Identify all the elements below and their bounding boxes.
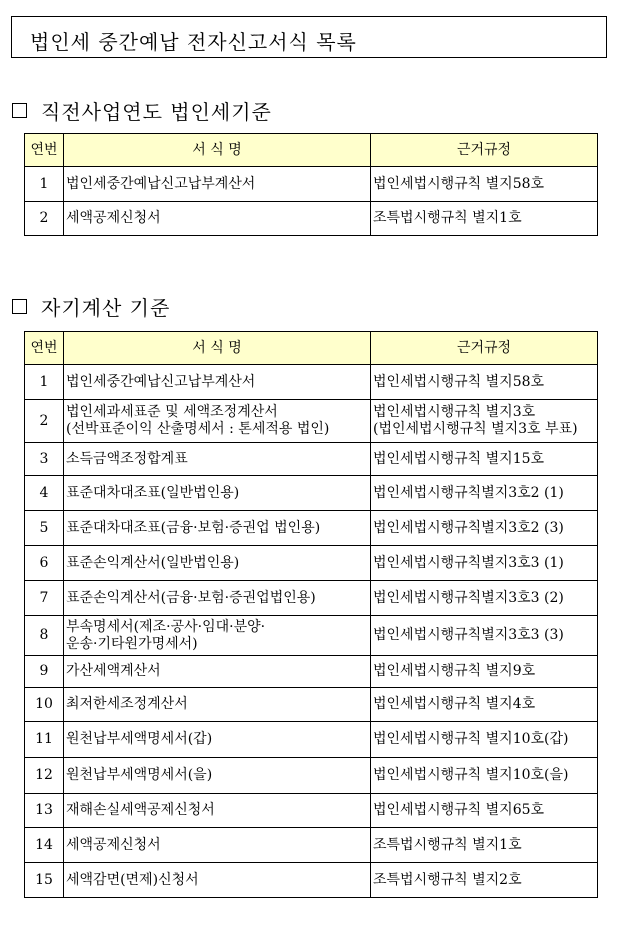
row-form xyxy=(64,828,371,863)
header-rule: 근거규정 xyxy=(371,332,598,365)
row-rule-line1: 법인세법시행규칙 별지10호(갑) xyxy=(373,731,569,747)
row-rule xyxy=(371,863,598,898)
row-no: 9 xyxy=(25,656,64,688)
row-no: 8 xyxy=(25,616,64,656)
row-rule xyxy=(371,794,598,828)
row-rule xyxy=(371,476,598,511)
section1-heading xyxy=(12,96,272,125)
row-form-line1: 원천납부세액명세서(갑) xyxy=(66,731,213,747)
page-title: 법인세 중간예납 전자신고서식 목록 xyxy=(30,30,357,54)
row-no: 7 xyxy=(25,581,64,616)
row-rule-line1: 법인세법시행규칙별지3호3 (3) xyxy=(373,627,564,643)
row-rule xyxy=(371,546,598,581)
row-no: 5 xyxy=(25,511,64,546)
row-form-line1: 표준손익계산서(일반법인용) xyxy=(66,554,240,571)
row-form-line1: 표준손익계산서(금융·보험·증권업법인용) xyxy=(66,589,316,606)
header-rule: 근거규정 xyxy=(371,134,598,167)
table-row xyxy=(25,581,598,616)
table-row xyxy=(25,722,598,758)
row-no: 15 xyxy=(25,863,64,898)
row-rule xyxy=(371,688,598,722)
row-form-line1: 최저한세조정계산서 xyxy=(66,696,188,712)
row-rule xyxy=(371,616,598,656)
row-rule-line1: 법인세법시행규칙 별지3호 xyxy=(373,404,536,420)
row-form-line1: 소득금액조정합계표 xyxy=(66,450,188,467)
row-form-line1: 부속명세서(제조·공사·임대·분양· xyxy=(66,618,266,635)
row-rule-line1: 조특법시행규칙 별지2호 xyxy=(373,871,522,888)
row-form xyxy=(64,546,371,581)
table-row xyxy=(25,365,598,400)
row-no: 1 xyxy=(25,365,64,400)
section2-heading xyxy=(12,292,170,321)
row-form xyxy=(64,863,371,898)
row-form xyxy=(64,656,371,688)
row-rule xyxy=(371,365,598,400)
row-form-line1: 법인세과세표준 및 세액조정계산서 xyxy=(66,404,278,420)
row-no: 2 xyxy=(25,202,64,236)
row-form-line1: 원천납부세액명세서(을) xyxy=(66,767,213,783)
row-rule xyxy=(371,400,598,443)
row-form xyxy=(64,511,371,546)
row-no: 1 xyxy=(25,167,64,202)
row-rule-line1: 법인세법시행규칙별지3호3 (1) xyxy=(373,554,564,571)
row-form: 법인세중간예납신고납부계산서 xyxy=(64,167,371,202)
row-rule-line1: 법인세법시행규칙 별지10호(을) xyxy=(373,767,569,783)
row-form xyxy=(64,794,371,828)
row-form xyxy=(64,443,371,476)
row-rule xyxy=(371,443,598,476)
row-rule xyxy=(371,722,598,758)
row-rule-line1: 법인세법시행규칙 별지58호 xyxy=(373,373,545,390)
table-row xyxy=(25,688,598,722)
checkbox-icon xyxy=(12,299,27,314)
row-rule-line1: 법인세법시행규칙별지3호2 (1) xyxy=(373,484,564,501)
row-rule-line1: 법인세법시행규칙 별지9호 xyxy=(373,663,536,679)
table-row xyxy=(25,202,598,236)
row-no: 4 xyxy=(25,476,64,511)
row-form xyxy=(64,400,371,443)
row-rule-line1: 법인세법시행규칙 별지15호 xyxy=(373,450,545,467)
table-row xyxy=(25,616,598,656)
section2-table xyxy=(24,331,598,898)
row-rule-line1: 조특법시행규칙 별지1호 xyxy=(373,836,522,853)
row-rule-line1: 법인세법시행규칙 별지65호 xyxy=(373,802,545,818)
header-form: 서 식 명 xyxy=(64,134,371,167)
row-form xyxy=(64,722,371,758)
table-row xyxy=(25,546,598,581)
row-rule xyxy=(371,758,598,794)
row-form xyxy=(64,688,371,722)
checkbox-icon xyxy=(12,103,27,118)
row-rule-line2: (법인세법시행규칙 별지3호 부표) xyxy=(373,421,578,437)
row-form xyxy=(64,581,371,616)
row-rule xyxy=(371,828,598,863)
title-box xyxy=(11,16,607,58)
row-rule xyxy=(371,656,598,688)
row-form xyxy=(64,476,371,511)
row-form-line1: 세액감면(면제)신청서 xyxy=(66,871,199,888)
row-no: 12 xyxy=(25,758,64,794)
header-no: 연번 xyxy=(25,134,64,167)
row-form-line1: 표준대차대조표(금융·보험·증권업 법인용) xyxy=(66,519,321,536)
row-form-line1: 법인세중간예납신고납부계산서 xyxy=(66,373,256,390)
table-row xyxy=(25,167,598,202)
row-no: 2 xyxy=(25,400,64,443)
row-rule xyxy=(371,511,598,546)
row-form: 세액공제신청서 xyxy=(64,202,371,236)
header-no: 연번 xyxy=(25,332,64,365)
section1-table xyxy=(24,133,598,236)
row-form-line1: 재해손실세액공제신청서 xyxy=(66,802,215,818)
table-row xyxy=(25,656,598,688)
row-rule-line1: 법인세법시행규칙 별지4호 xyxy=(373,696,536,712)
row-form-line2: 운송·기타원가명세서) xyxy=(66,635,198,652)
table-header-row xyxy=(25,134,598,167)
section2-heading-text: 자기계산 기준 xyxy=(41,296,171,320)
row-form xyxy=(64,365,371,400)
row-no: 3 xyxy=(25,443,64,476)
table-row xyxy=(25,511,598,546)
row-form-line1: 표준대차대조표(일반법인용) xyxy=(66,484,240,501)
row-no: 6 xyxy=(25,546,64,581)
row-form-line1: 가산세액계산서 xyxy=(66,663,161,679)
table-row xyxy=(25,794,598,828)
row-rule xyxy=(371,581,598,616)
table-row xyxy=(25,476,598,511)
row-form xyxy=(64,616,371,656)
table-row xyxy=(25,758,598,794)
table-row xyxy=(25,863,598,898)
row-rule: 조특법시행규칙 별지1호 xyxy=(371,202,598,236)
row-no: 10 xyxy=(25,688,64,722)
table-header-row xyxy=(25,332,598,365)
row-rule-line1: 법인세법시행규칙별지3호2 (3) xyxy=(373,519,564,536)
row-no: 11 xyxy=(25,722,64,758)
table-row xyxy=(25,400,598,443)
row-form-line2: (선박표준이익 산출명세서 : 톤세적용 법인) xyxy=(66,421,330,437)
table-row xyxy=(25,828,598,863)
section1-heading-text: 직전사업연도 법인세기준 xyxy=(41,100,272,124)
row-rule: 법인세법시행규칙 별지58호 xyxy=(371,167,598,202)
row-form xyxy=(64,758,371,794)
row-no: 13 xyxy=(25,794,64,828)
row-no: 14 xyxy=(25,828,64,863)
table-row xyxy=(25,443,598,476)
row-rule-line1: 법인세법시행규칙별지3호3 (2) xyxy=(373,589,564,606)
header-form: 서 식 명 xyxy=(64,332,371,365)
row-form-line1: 세액공제신청서 xyxy=(66,836,161,853)
